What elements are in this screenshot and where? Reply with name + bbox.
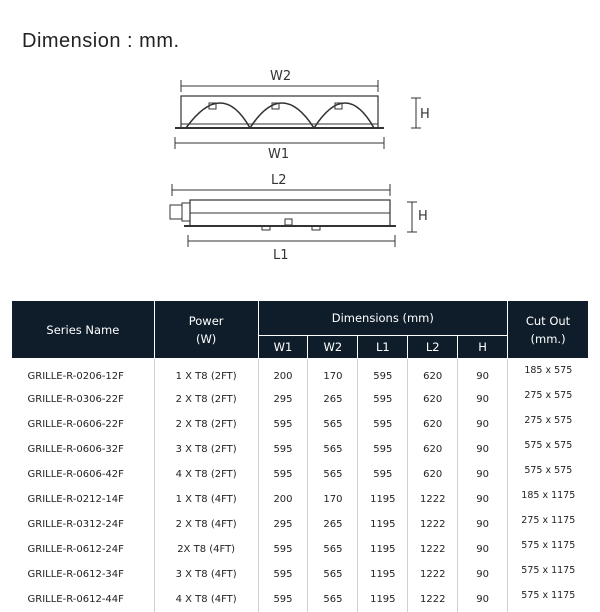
cell-series-name: GRILLE-R-0612-24F xyxy=(27,544,124,555)
cell-l1: 595 xyxy=(358,387,408,412)
cell-h: 90 xyxy=(458,412,508,437)
cell-cutout: 575 x 1175 xyxy=(508,537,589,562)
cell-h: 90 xyxy=(458,487,508,512)
cell-w2: 170 xyxy=(308,359,358,388)
table-row xyxy=(12,387,589,412)
w1-label: W1 xyxy=(268,147,290,162)
cell-l1: 1195 xyxy=(358,587,408,612)
cell-power: 2 X T8 (4FT) xyxy=(154,512,258,537)
cell-w2: 265 xyxy=(308,387,358,412)
cell-w2: 565 xyxy=(308,437,358,462)
cell-series-name: GRILLE-R-0606-32F xyxy=(27,444,124,455)
cell-l2: 620 xyxy=(408,359,458,388)
cell-h: 90 xyxy=(458,587,508,612)
cell-l2: 1222 xyxy=(408,587,458,612)
cell-h: 90 xyxy=(458,537,508,562)
cell-cutout: 575 x 1175 xyxy=(508,562,589,587)
header-dimensions: Dimensions (mm) xyxy=(258,301,508,336)
cell-w1: 595 xyxy=(258,537,308,562)
cell-l2: 1222 xyxy=(408,487,458,512)
header-l2: L2 xyxy=(408,336,458,359)
cell-h: 90 xyxy=(458,387,508,412)
table-row xyxy=(12,462,589,487)
table-row xyxy=(12,512,589,537)
l1-label: L1 xyxy=(273,248,289,263)
side-view xyxy=(170,184,417,247)
cell-l2: 620 xyxy=(408,412,458,437)
cell-l1: 595 xyxy=(358,412,408,437)
cell-h: 90 xyxy=(458,562,508,587)
cell-w1: 595 xyxy=(258,437,308,462)
cell-series-name: GRILLE-R-0606-22F xyxy=(27,419,124,430)
cell-w1: 595 xyxy=(258,587,308,612)
cell-l2: 620 xyxy=(408,437,458,462)
cell-power: 4 X T8 (2FT) xyxy=(154,462,258,487)
cell-w1: 295 xyxy=(258,387,308,412)
cell-l1: 595 xyxy=(358,359,408,388)
header-series-name: Series Name xyxy=(12,301,155,359)
header-w2: W2 xyxy=(308,336,358,359)
cell-cutout: 275 x 575 xyxy=(508,387,589,412)
w2-label: W2 xyxy=(270,69,292,84)
cell-power: 1 X T8 (2FT) xyxy=(154,359,258,388)
h-label-front: H xyxy=(420,107,430,122)
header-l1: L1 xyxy=(358,336,408,359)
cell-w1: 595 xyxy=(258,412,308,437)
cell-power: 3 X T8 (2FT) xyxy=(154,437,258,462)
cell-series-name: GRILLE-R-0312-24F xyxy=(27,519,124,530)
header-power-unit: (W) xyxy=(195,331,217,346)
cell-l1: 1195 xyxy=(358,562,408,587)
cell-w2: 170 xyxy=(308,487,358,512)
cell-series-name: GRILLE-R-0206-12F xyxy=(27,370,124,382)
cell-l1: 1195 xyxy=(358,512,408,537)
cell-series-name: GRILLE-R-0306-22F xyxy=(27,394,124,405)
page-title: Dimension : mm. xyxy=(22,30,180,52)
header-cutout-unit: (mm.) xyxy=(530,331,566,346)
cell-series-name: GRILLE-R-0212-14F xyxy=(27,494,124,505)
l2-label: L2 xyxy=(271,173,287,188)
table-row xyxy=(12,487,589,512)
dimension-drawing xyxy=(0,0,600,270)
cell-cutout: 275 x 1175 xyxy=(508,512,589,537)
cell-power: 2 X T8 (2FT) xyxy=(154,387,258,412)
header-power-label: Power xyxy=(188,313,224,328)
cell-series-name: GRILLE-R-0606-42F xyxy=(27,469,124,480)
cell-l2: 620 xyxy=(408,387,458,412)
cell-h: 90 xyxy=(458,512,508,537)
cell-h: 90 xyxy=(458,359,508,388)
cell-power: 3 X T8 (4FT) xyxy=(154,562,258,587)
cell-w2: 565 xyxy=(308,537,358,562)
cell-series-name: GRILLE-R-0612-34F xyxy=(27,569,124,580)
cell-power: 2X T8 (4FT) xyxy=(154,537,258,562)
cell-cutout: 275 x 575 xyxy=(508,412,589,437)
table-row xyxy=(12,359,589,388)
header-cutout-label: Cut Out xyxy=(525,313,571,328)
cell-l2: 1222 xyxy=(408,562,458,587)
cell-cutout: 185 x 1175 xyxy=(508,487,589,512)
cell-w1: 200 xyxy=(258,359,308,388)
table-row xyxy=(12,537,589,562)
cell-w2: 565 xyxy=(308,562,358,587)
h-label-side: H xyxy=(418,209,428,224)
header-h: H xyxy=(458,336,508,359)
table-row xyxy=(12,562,589,587)
header-w1: W1 xyxy=(258,336,308,359)
cell-l2: 620 xyxy=(408,462,458,487)
spec-table xyxy=(11,300,589,612)
cell-l1: 1195 xyxy=(358,487,408,512)
table-row xyxy=(12,412,589,437)
cell-power: 1 X T8 (4FT) xyxy=(154,487,258,512)
cell-l1: 1195 xyxy=(358,537,408,562)
cell-cutout: 575 x 575 xyxy=(508,462,589,487)
cell-cutout: 575 x 575 xyxy=(508,437,589,462)
header-power xyxy=(154,301,258,359)
cell-w2: 565 xyxy=(308,412,358,437)
cell-w2: 565 xyxy=(308,462,358,487)
cell-cutout: 575 x 1175 xyxy=(508,587,589,612)
cell-w1: 295 xyxy=(258,512,308,537)
table-row xyxy=(12,587,589,612)
header-cutout xyxy=(508,301,589,359)
table-row xyxy=(12,437,589,462)
cell-l2: 1222 xyxy=(408,537,458,562)
cell-l1: 595 xyxy=(358,462,408,487)
cell-h: 90 xyxy=(458,437,508,462)
cell-cutout: 185 x 575 xyxy=(508,359,589,388)
cell-power: 2 X T8 (2FT) xyxy=(154,412,258,437)
cell-h: 90 xyxy=(458,462,508,487)
cell-w1: 595 xyxy=(258,462,308,487)
cell-power: 4 X T8 (4FT) xyxy=(154,587,258,612)
cell-w2: 265 xyxy=(308,512,358,537)
cell-w1: 595 xyxy=(258,562,308,587)
cell-w1: 200 xyxy=(258,487,308,512)
cell-series-name: GRILLE-R-0612-44F xyxy=(27,594,124,605)
front-view xyxy=(175,80,421,149)
cell-l1: 595 xyxy=(358,437,408,462)
cell-w2: 565 xyxy=(308,587,358,612)
cell-l2: 1222 xyxy=(408,512,458,537)
